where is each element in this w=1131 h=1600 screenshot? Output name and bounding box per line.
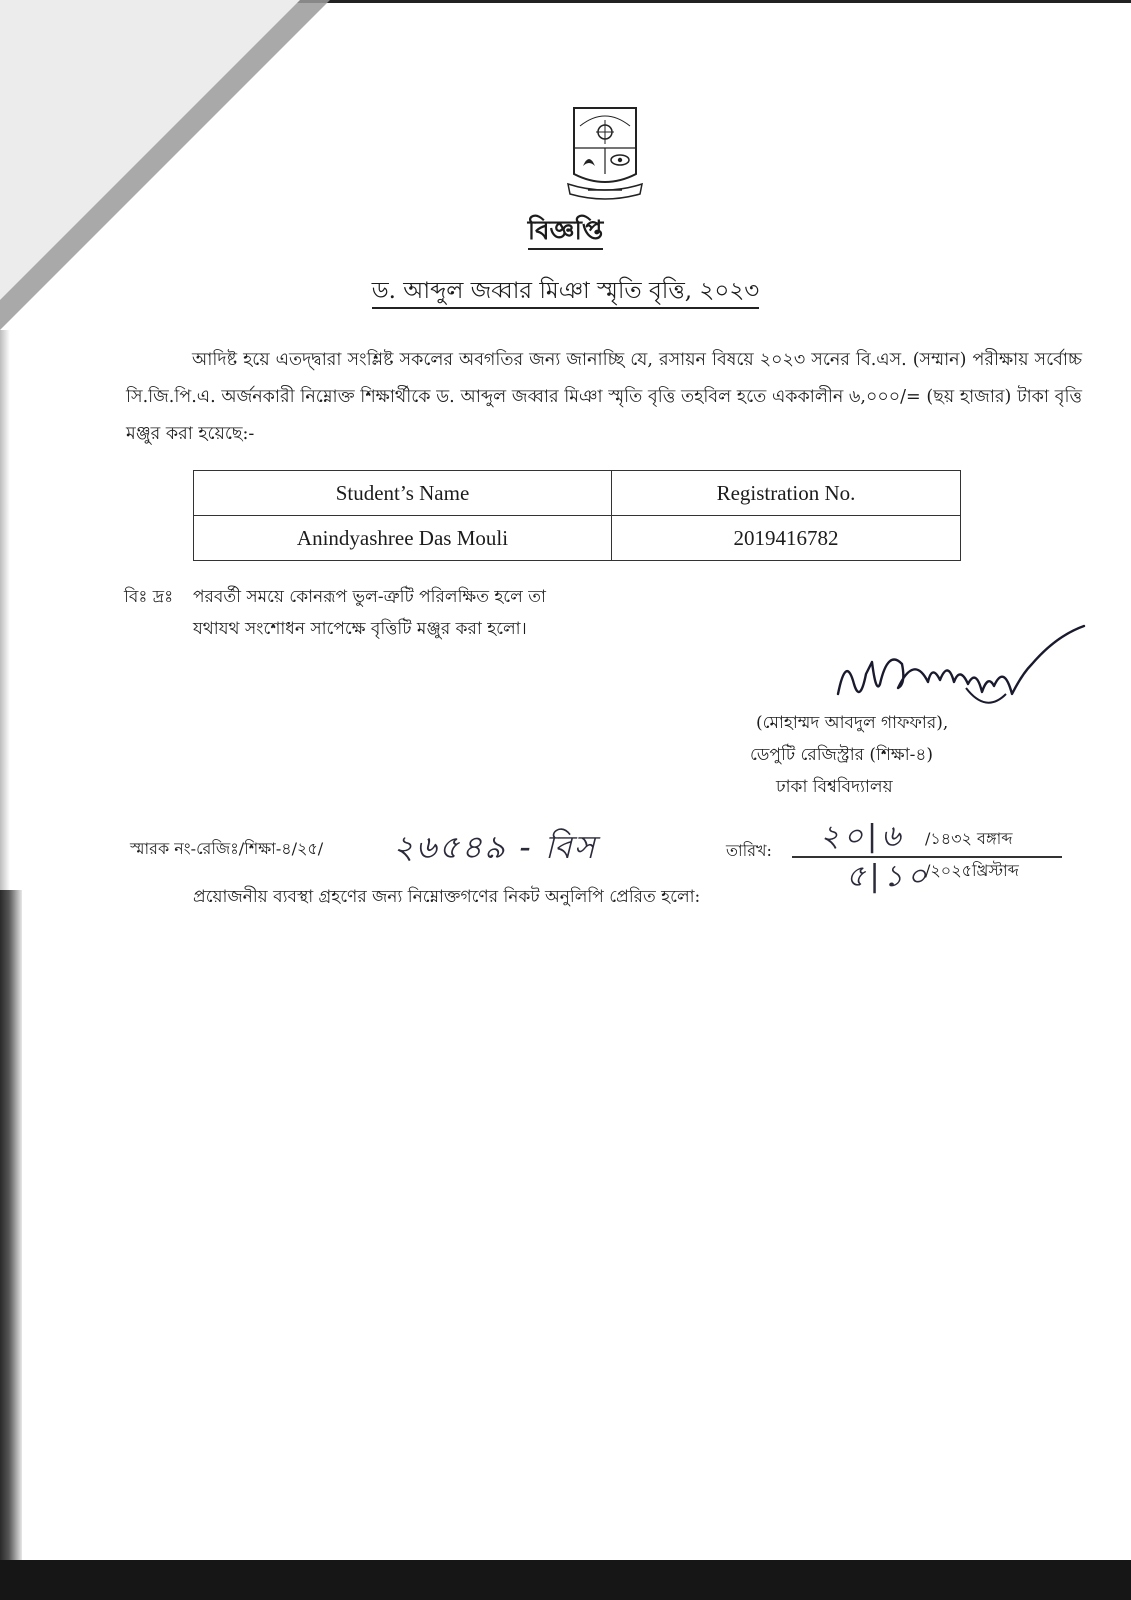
registration-no-cell: 2019416782 bbox=[612, 516, 961, 561]
folded-corner bbox=[0, 0, 300, 300]
university-seal-logo bbox=[566, 104, 644, 200]
table-row bbox=[194, 516, 961, 561]
scan-left-dark-edge bbox=[0, 890, 22, 1600]
column-header-student-name: Student’s Name bbox=[194, 471, 612, 516]
signatory-institution: ঢাকা বিশ্ববিদ্যালয় bbox=[776, 777, 893, 797]
date-label: তারিখ: bbox=[726, 841, 772, 860]
note-line-1: পরবর্তী সময়ে কোনরূপ ভুল-ত্রুটি পরিলক্ষিত হলে তা bbox=[193, 587, 546, 607]
handwritten-signature bbox=[836, 624, 1086, 724]
english-date-handwritten: ৫|১০ bbox=[846, 859, 931, 894]
bangla-date-handwritten: ২০|৬ bbox=[820, 819, 905, 854]
column-header-registration-no: Registration No. bbox=[612, 471, 961, 516]
copy-distribution-line: প্রয়োজনীয় ব্যবস্থা গ্রহণের জন্য নিম্নোক্তগণের নিকট অনুলিপি প্রেরিত হলো: bbox=[193, 887, 701, 907]
english-year-suffix: /২০২৫খ্রিস্টাব্দ bbox=[925, 861, 1019, 880]
award-table bbox=[193, 470, 961, 561]
scan-left-shadow bbox=[0, 330, 10, 890]
note-label: বিঃ দ্রঃ bbox=[124, 587, 174, 607]
scan-bottom-edge bbox=[0, 1560, 1131, 1600]
scholarship-name: ড. আব্দুল জব্বার মিঞা স্মৃতি বৃত্তি, ২০২৩ bbox=[0, 272, 1131, 311]
notice-body: আদিষ্ট হয়ে এতদ্দ্বারা সংশ্লিষ্ট সকলের অবগতির জন্য জানাচ্ছি যে, রসায়ন বিষয়ে ২০২৩ সনের বি.এস. (সম্মান) পরীক্ষায় সর্বোচ্চ সি.জি.পি.এ. অর্জনকারী নিম্নোক্ত শিক্ষার্থীকে ড. আব্দুল জব্বার মিঞা স্মৃতি বৃত্তি তহবিল হতে এককালীন ৬,০০০/= (ছয় হাজার) টাকা বৃত্তি মঞ্জুর করা হয়েছে:- bbox=[126, 350, 1082, 444]
bangla-year-suffix: /১৪৩২ বঙ্গাব্দ bbox=[925, 829, 1013, 848]
memo-number-label: স্মারক নং-রেজিঃ/শিক্ষা-৪/২৫/ bbox=[130, 839, 324, 858]
student-name-cell: Anindyashree Das Mouli bbox=[194, 516, 612, 561]
signatory-designation: ডেপুটি রেজিস্ট্রার (শিক্ষা-৪) bbox=[750, 745, 934, 765]
table-header-row bbox=[194, 471, 961, 516]
memo-number-handwritten: ২৬৫৪৯ - বিস bbox=[393, 828, 597, 866]
note-line-2: যথাযথ সংশোধন সাপেক্ষে বৃত্তিটি মঞ্জুর করা হলো। bbox=[193, 619, 527, 639]
notice-title: বিজ্ঞপ্তি bbox=[0, 210, 1131, 254]
signatory-name: (মোহাম্মদ আবদুল গাফফার), bbox=[756, 713, 949, 733]
